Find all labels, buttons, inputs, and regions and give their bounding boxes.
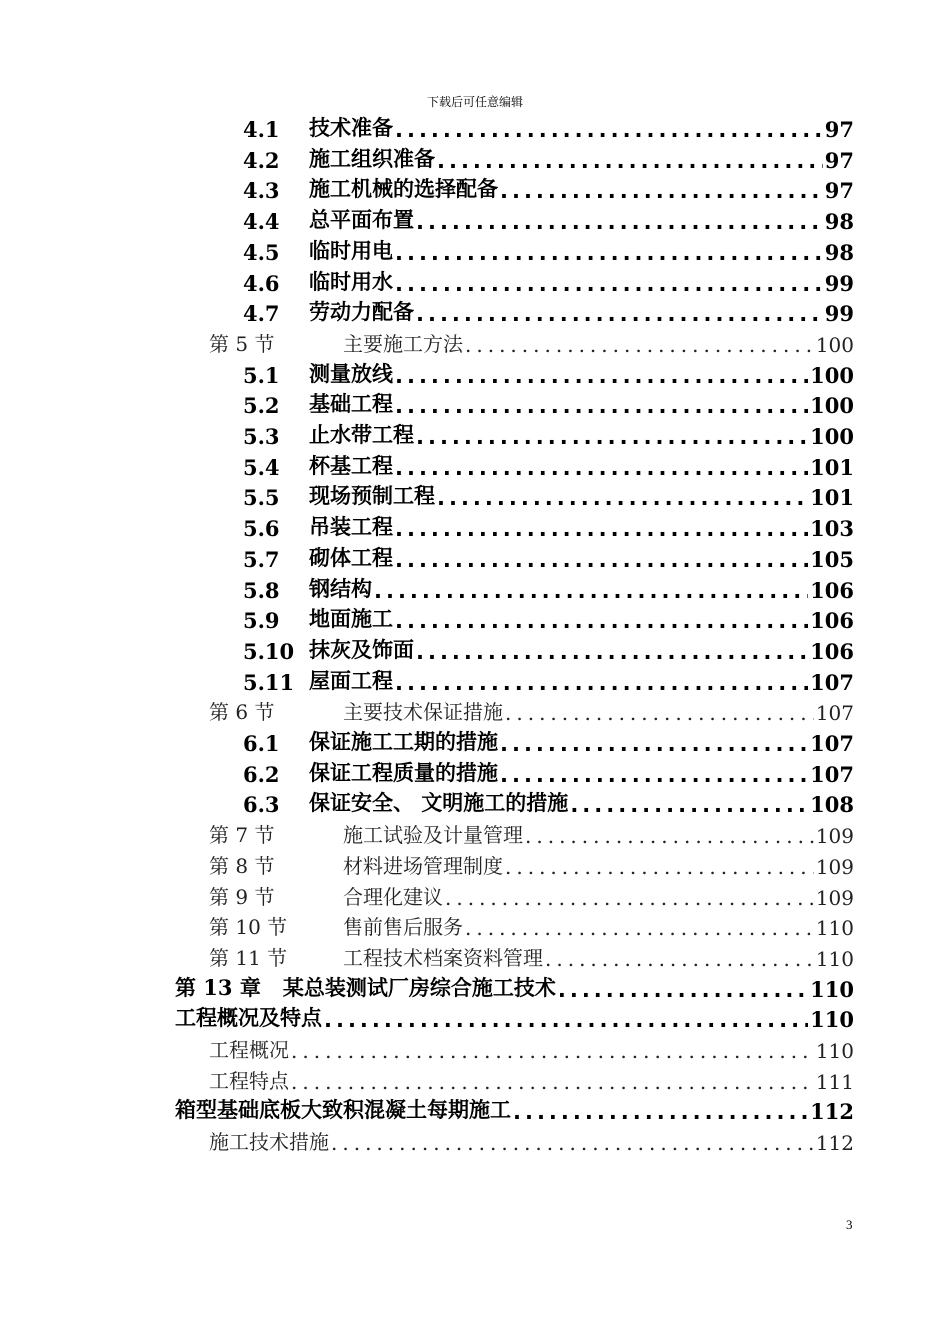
toc-entry[interactable] [243, 786, 854, 817]
toc-entry[interactable] [243, 203, 854, 234]
toc-entry-page: 105 [810, 546, 854, 572]
toc-entry[interactable] [243, 387, 854, 418]
toc-entry[interactable] [243, 510, 854, 541]
toc-leader-dots [395, 548, 808, 572]
toc-entry-title: 施工机械的选择配备 [309, 177, 498, 202]
toc-entry-title: 测量放线 [309, 361, 393, 386]
toc-entry-title: 保证施工工期的措施 [309, 730, 498, 754]
toc-entry-number: 5.1 [243, 362, 280, 388]
toc-entry-number: 4.7 [243, 301, 280, 327]
toc-entry-page: 109 [815, 885, 854, 910]
toc-leader-dots [395, 517, 808, 541]
toc-leader-dots [545, 947, 814, 971]
toc-entry-page: 110 [810, 976, 854, 1002]
toc-entry-page: 97 [824, 147, 854, 173]
toc-entry-number: 第 13 章 [175, 974, 261, 1000]
toc-entry-number: 4.4 [243, 209, 280, 235]
toc-entry-title: 施工技术措施 [209, 1130, 329, 1155]
toc-leader-dots [505, 855, 814, 879]
toc-leader-dots [465, 333, 814, 357]
toc-entry-page: 109 [815, 824, 854, 849]
toc-entry-title: 主要技术保证措施 [343, 700, 503, 725]
toc-entry-page: 101 [810, 454, 854, 480]
toc-leader-dots [395, 364, 808, 388]
toc-leader-dots [416, 302, 823, 326]
toc-entry-page: 106 [810, 638, 854, 664]
toc-entry-page: 100 [810, 424, 854, 449]
toc-entry-page: 106 [810, 577, 854, 603]
toc-entry[interactable] [243, 111, 854, 142]
toc-entry-title: 售前售后服务 [343, 915, 463, 940]
toc-entry-title: 箱型基础底板大致积混凝土每期施工 [175, 1098, 511, 1123]
toc-entry-number: 第 11 节 [209, 945, 288, 970]
toc-entry-title: 保证工程质量的措施 [309, 760, 498, 785]
toc-entry[interactable] [209, 1063, 854, 1094]
toc-entry-page: 100 [815, 332, 854, 357]
toc-entry-page: 110 [810, 1007, 854, 1033]
toc-entry[interactable] [209, 694, 854, 725]
toc-entry-number: 第 9 节 [209, 884, 275, 909]
toc-entry-title: 主要施工方法 [343, 331, 463, 356]
toc-leader-dots [437, 149, 823, 173]
toc-leader-dots [395, 394, 808, 418]
toc-entry-number: 6.3 [243, 792, 280, 818]
toc-entry-number: 第 6 节 [209, 700, 275, 725]
toc-entry-page: 107 [815, 701, 854, 726]
toc-entry-page: 99 [824, 301, 854, 327]
toc-entry-title: 总平面布置 [309, 208, 414, 233]
toc-leader-dots [395, 609, 808, 633]
toc-entry[interactable] [175, 1001, 854, 1032]
toc-entry-page: 100 [810, 362, 854, 388]
toc-leader-dots [500, 763, 808, 787]
toc-entry-number: 5.5 [243, 485, 280, 511]
toc-entry[interactable] [209, 909, 854, 940]
toc-entry-number: 第 10 节 [209, 915, 288, 940]
toc-entry-number: 6.1 [243, 731, 280, 756]
toc-entry[interactable] [243, 664, 854, 695]
toc-entry-number: 4.2 [243, 147, 280, 173]
toc-leader-dots [395, 272, 823, 296]
toc-entry-number: 5.10 [243, 638, 295, 664]
toc-leader-dots [395, 456, 808, 480]
toc-entry-title: 劳动力配备 [309, 300, 414, 325]
toc-entry-number: 5.8 [243, 577, 280, 603]
toc-leader-dots [374, 579, 808, 603]
toc-entry-number: 4.3 [243, 178, 280, 204]
toc-entry[interactable] [209, 817, 854, 848]
toc-leader-dots [437, 486, 808, 510]
toc-leader-dots [416, 210, 823, 234]
toc-leader-dots [395, 241, 823, 265]
toc-entry[interactable] [243, 572, 854, 603]
toc-entry-page: 107 [810, 731, 854, 756]
toc-entry-title: 砌体工程 [309, 545, 393, 570]
toc-entry-title: 保证安全、 文明施工的措施 [309, 791, 569, 816]
toc-leader-dots [291, 1070, 814, 1094]
toc-entry-title: 工程技术档案资料管理 [343, 945, 543, 970]
header-note: 下载后可任意编辑 [426, 95, 523, 109]
toc-entry[interactable] [209, 1032, 854, 1063]
toc-entry-title: 施工试验及计量管理 [343, 823, 523, 848]
toc-entry[interactable] [243, 234, 854, 265]
toc-entry-page: 98 [824, 239, 854, 265]
toc-leader-dots [445, 886, 814, 910]
toc-entry-number: 第 5 节 [209, 331, 275, 356]
toc-entry-title: 临时用水 [309, 269, 393, 294]
toc-entry-number: 5.7 [243, 546, 280, 572]
toc-entry-page: 111 [815, 1069, 854, 1094]
toc-entry-page: 110 [815, 1039, 854, 1063]
toc-entry[interactable] [243, 449, 854, 480]
toc-entry-page: 106 [810, 608, 854, 634]
toc-entry-page: 108 [810, 792, 854, 818]
toc-entry[interactable] [243, 172, 854, 203]
toc-entry-page: 107 [810, 761, 854, 787]
toc-leader-dots [331, 1131, 814, 1155]
toc-entry[interactable] [243, 357, 854, 388]
toc-entry-title: 钢结构 [309, 576, 372, 601]
toc-entry-number: 第 8 节 [209, 853, 275, 878]
toc-leader-dots [505, 701, 814, 725]
toc-entry-title: 材料进场管理制度 [343, 853, 503, 878]
toc-leader-dots [558, 978, 808, 1002]
toc-entry-title: 吊装工程 [309, 515, 393, 540]
page-number: 3 [846, 1217, 853, 1232]
toc-entry-title: 合理化建议 [343, 884, 443, 909]
toc-entry-page: 109 [815, 854, 854, 879]
toc-entry-number: 4.1 [243, 117, 280, 142]
toc-entry-page: 97 [824, 117, 854, 142]
toc-entry-title: 施工组织准备 [309, 146, 435, 171]
toc-entry-page: 100 [810, 393, 854, 419]
toc-entry[interactable] [209, 1124, 854, 1155]
toc-entry[interactable] [175, 1093, 854, 1124]
toc-entry[interactable] [243, 541, 854, 572]
toc-entry[interactable] [209, 879, 854, 910]
toc-entry[interactable] [243, 142, 854, 173]
toc-entry-title: 工程特点 [209, 1068, 289, 1093]
toc-entry[interactable] [243, 265, 854, 296]
toc-entry[interactable] [209, 940, 854, 971]
toc-entry-title: 技术准备 [309, 116, 393, 140]
toc-leader-dots [291, 1039, 814, 1063]
toc-entry-page: 110 [815, 916, 854, 941]
toc-entry-page: 107 [810, 669, 854, 695]
toc-entry-number: 5.6 [243, 516, 280, 542]
toc-leader-dots [324, 1008, 808, 1032]
toc-entry-title: 现场预制工程 [309, 484, 435, 509]
toc-entry-number: 4.6 [243, 270, 280, 296]
toc-entry-page: 112 [810, 1099, 854, 1125]
toc-entry[interactable] [243, 295, 854, 326]
toc-entry-page: 110 [815, 946, 854, 971]
toc-entry-page: 99 [824, 270, 854, 296]
toc-entry-number: 5.2 [243, 393, 280, 419]
toc-entry-title: 地面施工 [309, 607, 393, 632]
toc-entry-title: 杯基工程 [309, 453, 393, 478]
toc-entry[interactable] [243, 418, 854, 449]
toc-entry-title: 临时用电 [309, 238, 393, 263]
toc-entry[interactable] [175, 971, 854, 1002]
toc-leader-dots [525, 824, 814, 848]
toc-leader-dots [500, 179, 823, 203]
toc-entry-number: 5.3 [243, 424, 280, 449]
toc-leader-dots [416, 425, 808, 449]
toc-entry-title: 基础工程 [309, 392, 393, 417]
toc-entry-page: 103 [810, 516, 854, 542]
toc-entry-title: 工程概况及特点 [175, 1006, 322, 1031]
toc-entry-title: 工程概况 [209, 1038, 289, 1062]
toc-entry-page: 97 [824, 178, 854, 204]
toc-leader-dots [513, 1100, 808, 1124]
toc-entry[interactable] [243, 479, 854, 510]
toc-leader-dots [395, 671, 808, 695]
toc-entry-page: 112 [815, 1131, 854, 1156]
toc-entry-title: 止水带工程 [309, 423, 414, 447]
toc-entry[interactable] [243, 756, 854, 787]
toc-entry-number: 5.4 [243, 454, 280, 480]
toc-entry[interactable] [209, 326, 854, 357]
toc-entry-number: 第 7 节 [209, 823, 275, 848]
toc-leader-dots [570, 793, 808, 817]
toc-entry-title: 抹灰及饰面 [309, 637, 414, 662]
toc-entry-title: 屋面工程 [309, 668, 393, 693]
toc-entry[interactable] [243, 725, 854, 756]
toc-entry-number: 4.5 [243, 239, 280, 265]
toc-entry[interactable] [209, 848, 854, 879]
toc-entry-title: 某总装测试厂房综合施工技术 [282, 975, 556, 1000]
toc-entry-page: 98 [824, 209, 854, 235]
toc-entry-number: 5.11 [243, 669, 295, 695]
toc-entry[interactable] [243, 602, 854, 633]
toc-leader-dots [395, 118, 823, 142]
toc-entry-page: 101 [810, 485, 854, 511]
toc-leader-dots [416, 640, 808, 664]
toc-entry-number: 5.9 [243, 608, 280, 634]
toc-leader-dots [465, 916, 814, 940]
toc-entry-number: 6.2 [243, 761, 280, 787]
toc-leader-dots [500, 732, 808, 756]
toc-entry[interactable] [243, 633, 854, 664]
